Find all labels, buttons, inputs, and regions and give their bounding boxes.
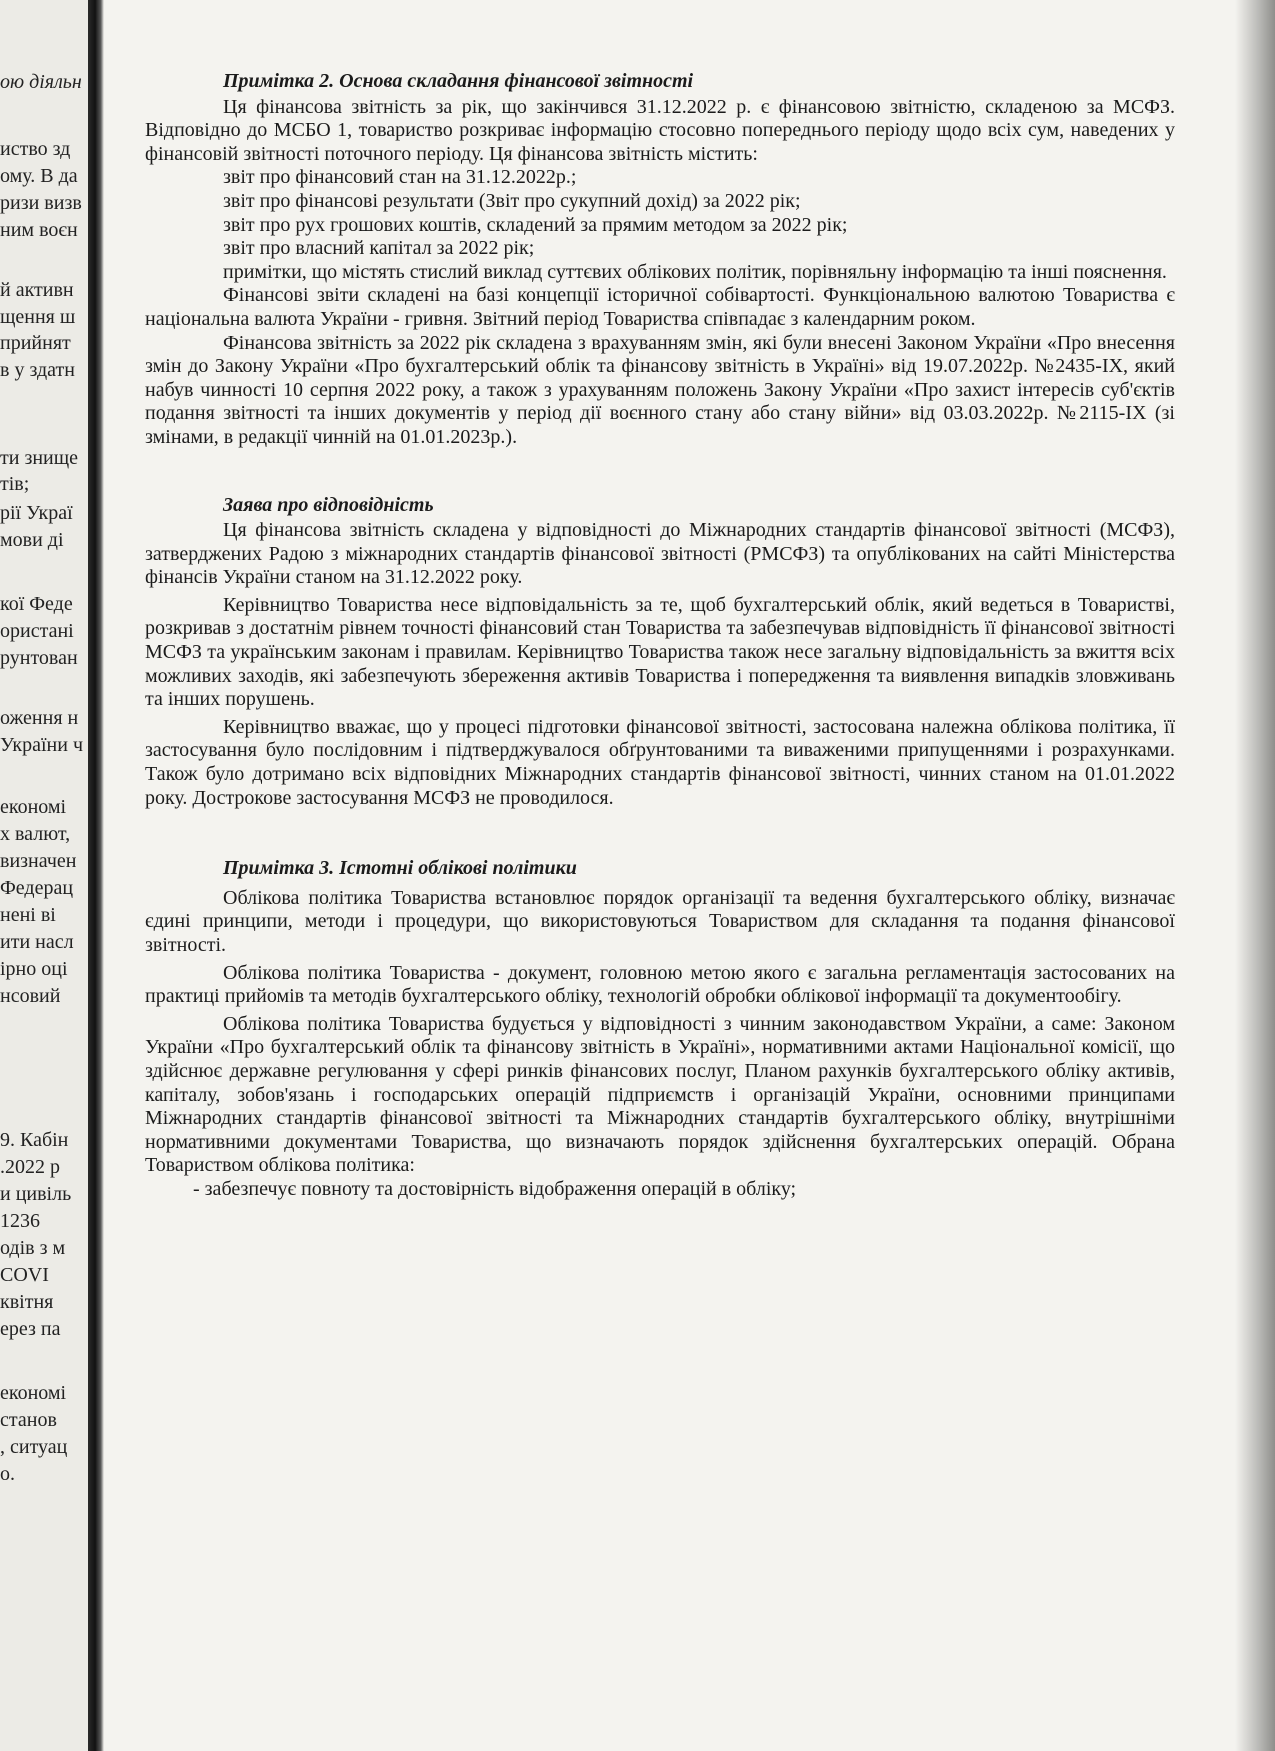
adjacent-page-fragment: тів;	[0, 473, 30, 495]
adjacent-page-fragment: оження н	[0, 707, 79, 729]
note3-heading: Примітка 3. Істотні облікові політики	[223, 857, 577, 880]
adjacent-page-fragment: рії Украї	[0, 502, 73, 524]
adjacent-page-fragment: в у здатн	[0, 359, 75, 381]
note2-list-item: звіт про власний капітал за 2022 рік;	[223, 237, 535, 260]
adjacent-page-fragment: щення ш	[0, 306, 76, 328]
adjacent-page-fragment: х валют,	[0, 823, 71, 845]
adjacent-page-fragment: й активн	[0, 279, 74, 301]
compliance-paragraph-3: Керівництво вважає, що у процесі підготовки фінансової звітності, застосована належна облікова політика, її застосування було послідовним і підтверджувалося обґрунтованими та виваженими припущеннями і розрахунками. Також було дотримано всіх відповідних Міжнародних стандартів фінансової звітності, чинних станом на 01.01.2022 року. Дострокове застосування МСФЗ не проводилося.	[145, 715, 1175, 809]
adjacent-page-strip	[0, 0, 92, 1751]
adjacent-page-fragment: економі	[0, 1382, 67, 1404]
note2-paragraph-1: Ця фінансова звітність за рік, що закінчився 31.12.2022 р. є фінансовою звітністю, складеною за МСФЗ. Відповідно до МСБО 1, товариство розкриває інформацію стосовно попереднього періоду щодо всіх сум, наведених у фінансовій звітності поточного періоду. Ця фінансова звітність містить:	[145, 95, 1175, 165]
page-edge-shadow	[1235, 0, 1275, 1751]
note2-notes-item: примітки, що містять стислий виклад суттєвих облікових політик, порівняльну інформацію та інші пояснення.	[223, 260, 1167, 283]
adjacent-page-fragment: иство зд	[0, 138, 71, 160]
note2-list-item: звіт про фінансовий стан на 31.12.2022р.;	[223, 166, 577, 189]
note3-paragraph-3: Облікова політика Товариства будується у відповідності з чинним законодавством України, а саме: Законом України «Про бухгалтерський облік та фінансову звітність в Україні», нормативними актами Національної комісії, що здійснює державне регулювання у сфері ринків фінансових послуг, Планом рахунків бухгалтерського обліку активів, капіталу, зобов'язань і господарських операцій підприємств і організацій України, основними принципами Міжнародних стандартів фінансової звітності та Міжнародних стандартів бухгалтерського обліку, внутрішніми нормативними документами Товариства, що визначають порядок здійснення бухгалтерських операцій. Обрана Товариством облікова політика:	[145, 1012, 1175, 1177]
note3-paragraph-1: Облікова політика Товариства встановлює порядок організації та ведення бухгалтерського обліку, визначає єдині принципи, методи і процедури, що використовуються Товариством для складання та подання фінансової звітності.	[145, 886, 1175, 956]
compliance-paragraph-1: Ця фінансова звітність складена у відповідності до Міжнародних стандартів фінансової звітності (МСФЗ), затверджених Радою з міжнародних стандартів фінансової звітності (РМСФЗ) та опублікованих на сайті Міністерства фінансів України станом на 31.12.2022 року.	[145, 519, 1175, 589]
adjacent-page-fragment: Федерац	[0, 877, 74, 899]
adjacent-page-fragment: 1236	[0, 1210, 40, 1232]
compliance-heading: Заява про відповідність	[223, 493, 434, 516]
adjacent-page-fragment: прийнят	[0, 332, 71, 354]
note3-paragraph-2: Облікова політика Товариства - документ, головною метою якого є загальна регламентація застосованих на практиці прийомів та методів бухгалтерського обліку, технологій обробки облікової інформації та документообігу.	[145, 961, 1175, 1008]
adjacent-page-fragment: и цивіль	[0, 1183, 72, 1205]
note2-list-item: звіт про фінансові результати (Звіт про сукупний дохід) за 2022 рік;	[223, 189, 801, 212]
adjacent-page-fragment: визначен	[0, 850, 77, 872]
adjacent-page-fragment: 9. Кабін	[0, 1129, 69, 1151]
adjacent-page-fragment: мови ді	[0, 529, 64, 551]
adjacent-page-fragment: одів з м	[0, 1237, 66, 1259]
adjacent-page-fragment: нені ві	[0, 904, 56, 926]
adjacent-page-fragment: кої Феде	[0, 593, 73, 615]
compliance-paragraph-2: Керівництво Товариства несе відповідальність за те, щоб бухгалтерський облік, який ведеться в Товаристві, розкривав з достатнім рівнем точності фінансовий стан Товариства та забезпечував відповідність її фінансової звітності МСФЗ та українським законам і правилам. Керівництво Товариства також несе загальну відповідальність за вжиття всіх можливих заходів, які забезпечують збереження активів Товариства і попередження та виявлення випадків зловживань та інших порушень.	[145, 593, 1175, 711]
note2-paragraph-2: Фінансові звіти складені на базі концепції історичної собівартості. Функціональною валютою Товариства є національна валюта України - гривня. Звітний період Товариства співпадає з календарним роком.	[145, 284, 1175, 330]
adjacent-page-fragment: ірно оці	[0, 958, 68, 980]
note3-bullet: - забезпечує повноту та достовірність відображення операцій в обліку;	[193, 1177, 797, 1200]
adjacent-page-fragment: ористані	[0, 620, 74, 642]
adjacent-page-fragment: ою діяльн	[0, 71, 82, 93]
adjacent-page-fragment: о.	[0, 1463, 15, 1485]
adjacent-page-fragment: економі	[0, 796, 67, 818]
adjacent-page-fragment: станов	[0, 1409, 57, 1431]
adjacent-page-fragment: України ч	[0, 734, 84, 756]
adjacent-page-fragment: .2022 р	[0, 1156, 60, 1178]
adjacent-page-fragment: ризи визв	[0, 192, 82, 214]
adjacent-page-fragment: ним воєн	[0, 219, 78, 241]
adjacent-page-fragment: COVI	[0, 1264, 49, 1286]
adjacent-page-fragment: , ситуац	[0, 1436, 68, 1458]
note2-list-item: звіт про рух грошових коштів, складений за прямим методом за 2022 рік;	[223, 213, 848, 236]
adjacent-page-fragment: нсовий	[0, 985, 61, 1007]
adjacent-page-fragment: ити насл	[0, 931, 74, 953]
adjacent-page-fragment: ти знище	[0, 447, 79, 469]
adjacent-page-fragment: ерез па	[0, 1318, 61, 1340]
document-page	[145, 70, 1175, 1202]
note2-heading: Примітка 2. Основа складання фінансової звітності	[223, 70, 694, 92]
adjacent-page-fragment: рунтован	[0, 647, 78, 669]
book-spine-shadow	[88, 0, 104, 1751]
adjacent-page-fragment: квітня	[0, 1291, 54, 1313]
note2-paragraph-3: Фінансова звітність за 2022 рік складена з врахуванням змін, які були внесені Законом України «Про внесення змін до Закону України «Про бухгалтерський облік та фінансову звітність в Україні» від 19.07.2022р. №2435-IX, який набув чинності 10 серпня 2022 року, а також з урахуванням положень Закону України «Про захист інтересів суб'єктів подання звітності та інших документів у період дії воєнного стану або стану війни» від 03.03.2022р. №2115-IX (зі змінами, в редакції чинній на 01.01.2023р.).	[145, 331, 1175, 448]
adjacent-page-fragment: ому. В да	[0, 165, 78, 187]
